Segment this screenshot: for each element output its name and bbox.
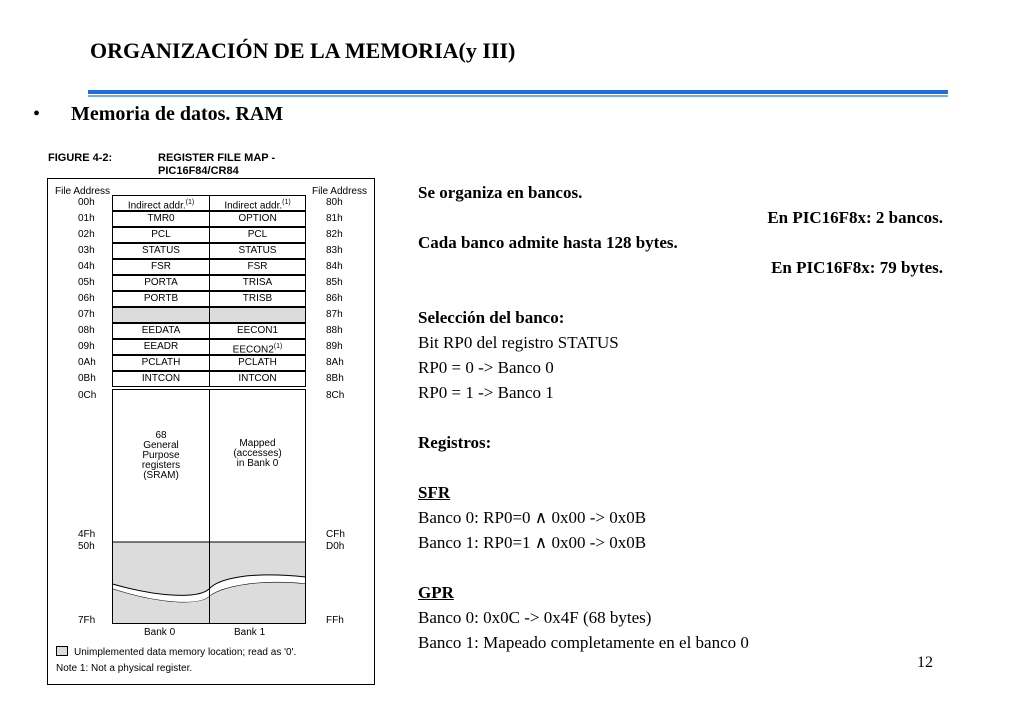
legend-text: Unimplemented data memory location; read as '0'. bbox=[74, 647, 297, 658]
register-cell-bank1 bbox=[209, 211, 306, 227]
file-address-right-label: File Address bbox=[311, 186, 367, 197]
register-cell-bank0 bbox=[112, 339, 210, 355]
register-cell-bank1-text: PCLATH bbox=[238, 357, 277, 368]
bank-select-line1: Bit RP0 del registro STATUS bbox=[418, 333, 619, 352]
addr-50h: 50h bbox=[78, 541, 95, 552]
addr-d0h: D0h bbox=[326, 541, 345, 552]
register-cell-bank1 bbox=[209, 339, 306, 355]
addr-right: 83h bbox=[326, 245, 343, 256]
file-address-left-label: File Address bbox=[55, 186, 111, 197]
register-cell-bank0 bbox=[112, 323, 210, 339]
legend bbox=[56, 646, 296, 658]
register-cell-bank1 bbox=[209, 291, 306, 307]
bank0-label: Bank 0 bbox=[144, 627, 176, 638]
unimplemented-swatch bbox=[56, 646, 68, 656]
register-cell-bank0 bbox=[112, 275, 210, 291]
register-cell-bank1-text: TRISA bbox=[242, 277, 273, 288]
register-cell-bank1-text: TRISB bbox=[242, 293, 273, 304]
register-cell-bank0-text: INTCON bbox=[141, 373, 181, 384]
register-cell-bank0-text: EEADR bbox=[143, 341, 179, 352]
addr-left: 04h bbox=[78, 261, 95, 272]
figure-label: FIGURE 4-2: bbox=[48, 152, 113, 164]
register-cell-bank0-text: EEDATA bbox=[141, 325, 181, 336]
gpr-line2: Banco 1: Mapeado completamente en el banco 0 bbox=[418, 633, 749, 652]
addr-left: 09h bbox=[78, 341, 95, 352]
register-cell-bank1 bbox=[209, 307, 306, 323]
register-cell-bank0-text: PORTB bbox=[143, 293, 179, 304]
register-cell-bank1-text: PCL bbox=[247, 229, 268, 240]
mapped-bank1-label bbox=[209, 439, 306, 469]
register-cell-bank0 bbox=[112, 291, 210, 307]
gpr-line1: Banco 0: 0x0C -> 0x4F (68 bytes) bbox=[418, 608, 652, 627]
register-cell-bank1-text: FSR bbox=[247, 261, 268, 272]
addr-right: 85h bbox=[326, 277, 343, 288]
register-cell-bank1 bbox=[209, 227, 306, 243]
register-cell-bank0 bbox=[112, 371, 210, 387]
addr-left: 01h bbox=[78, 213, 95, 224]
text-bank-size: Cada banco admite hasta 128 bytes. bbox=[418, 233, 678, 252]
title-rule-thin bbox=[88, 95, 948, 97]
text-bytes-count: En PIC16F8x: 79 bytes. bbox=[771, 258, 943, 277]
register-cell-bank1 bbox=[209, 243, 306, 259]
figure-title-line2: PIC16F84/CR84 bbox=[158, 165, 239, 177]
addr-right: 81h bbox=[326, 213, 343, 224]
addr-7fh: 7Fh bbox=[78, 615, 96, 626]
addr-0ch: 0Ch bbox=[78, 390, 97, 401]
register-cell-bank0-text: Indirect addr. bbox=[127, 200, 186, 212]
register-cell-bank0-text: PCLATH bbox=[141, 357, 181, 368]
title-rule bbox=[88, 90, 948, 94]
addr-right: 87h bbox=[326, 309, 343, 320]
bank-select-line2: RP0 = 0 -> Banco 0 bbox=[418, 358, 554, 377]
gpr-line: 68 bbox=[155, 430, 167, 441]
register-cell-bank0-text: TMR0 bbox=[147, 213, 175, 224]
bullet-item bbox=[33, 103, 283, 126]
footnote-marker: (1) bbox=[185, 199, 195, 206]
gpr-heading: GPR bbox=[418, 583, 454, 602]
addr-ffh: FFh bbox=[326, 615, 344, 626]
register-cell-bank0 bbox=[112, 307, 210, 323]
addr-right: 8Bh bbox=[326, 373, 344, 384]
register-cell-bank0 bbox=[112, 227, 210, 243]
register-cell-bank0 bbox=[112, 259, 210, 275]
addr-right: 86h bbox=[326, 293, 343, 304]
register-cell-bank1-text: EECON1 bbox=[236, 325, 279, 336]
addr-left: 08h bbox=[78, 325, 95, 336]
register-cell-bank1-text: STATUS bbox=[238, 245, 277, 256]
addr-4fh: 4Fh bbox=[78, 529, 96, 540]
register-cell-bank1 bbox=[209, 275, 306, 291]
addr-right: 89h bbox=[326, 341, 343, 352]
register-cell-bank1-text: Indirect addr. bbox=[224, 200, 283, 212]
addr-left: 0Ah bbox=[78, 357, 96, 368]
addr-left: 07h bbox=[78, 309, 95, 320]
addr-left: 03h bbox=[78, 245, 95, 256]
addr-8ch: 8Ch bbox=[326, 390, 345, 401]
text-banks: Se organiza en bancos. bbox=[418, 183, 583, 202]
addr-left: 0Bh bbox=[78, 373, 96, 384]
bullet-text: Memoria de datos. RAM bbox=[71, 103, 284, 125]
register-cell-bank0 bbox=[112, 211, 210, 227]
mapped-line: Mapped bbox=[239, 438, 276, 449]
register-cell-bank1-text: INTCON bbox=[238, 373, 277, 384]
register-cell-bank1 bbox=[209, 355, 306, 371]
gpr-bank0-label bbox=[112, 431, 210, 481]
register-cell-bank1 bbox=[209, 323, 306, 339]
addr-left: 06h bbox=[78, 293, 95, 304]
bullet-symbol: • bbox=[33, 103, 41, 125]
slide-title: ORGANIZACIÓN DE LA MEMORIA(y III) bbox=[90, 38, 516, 63]
gpr-line: (SRAM) bbox=[143, 470, 179, 481]
register-cell-bank1 bbox=[209, 371, 306, 387]
figure-note: Note 1: Not a physical register. bbox=[56, 663, 193, 674]
register-cell-bank1-text: EECON2 bbox=[232, 344, 274, 356]
addr-left: 05h bbox=[78, 277, 95, 288]
register-cell-bank0-text: PCL bbox=[151, 229, 171, 240]
register-cell-bank0-text: FSR bbox=[151, 261, 171, 272]
addr-left: 00h bbox=[78, 197, 95, 208]
mapped-line: in Bank 0 bbox=[236, 458, 279, 469]
registers-heading: Registros: bbox=[418, 433, 492, 452]
addr-right: 80h bbox=[326, 197, 343, 208]
sfr-line1: Banco 0: RP0=0 ∧ 0x00 -> 0x0B bbox=[418, 508, 647, 527]
addr-right: 84h bbox=[326, 261, 343, 272]
register-cell-bank1-text: OPTION bbox=[238, 213, 277, 224]
footnote-marker: (1) bbox=[273, 343, 283, 350]
bank-select-heading: Selección del banco: bbox=[418, 308, 565, 327]
sfr-line2: Banco 1: RP0=1 ∧ 0x00 -> 0x0B bbox=[418, 533, 647, 552]
addr-right: 8Ah bbox=[326, 357, 344, 368]
register-cell-bank0 bbox=[112, 195, 210, 211]
register-cell-bank0 bbox=[112, 355, 210, 371]
register-cell-bank0 bbox=[112, 243, 210, 259]
register-cell-bank1 bbox=[209, 195, 306, 211]
addr-cfh: CFh bbox=[326, 529, 345, 540]
page-number: 12 bbox=[917, 654, 933, 671]
gpr-line: Purpose bbox=[142, 450, 180, 461]
addr-left: 02h bbox=[78, 229, 95, 240]
mapped-line: (accesses) bbox=[233, 448, 282, 459]
bank1-label: Bank 1 bbox=[234, 627, 266, 638]
register-cell-bank0-text: STATUS bbox=[142, 245, 180, 256]
footnote-marker: (1) bbox=[282, 199, 291, 206]
figure-title-line1: REGISTER FILE MAP - bbox=[158, 152, 276, 164]
text-banks-count: En PIC16F8x: 2 bancos. bbox=[767, 208, 943, 227]
addr-right: 88h bbox=[326, 325, 343, 336]
register-cell-bank0-text: PORTA bbox=[144, 277, 178, 288]
bank-select-line3: RP0 = 1 -> Banco 1 bbox=[418, 383, 554, 402]
register-file-map bbox=[47, 178, 375, 685]
sfr-heading: SFR bbox=[418, 483, 451, 502]
gpr-line: General bbox=[143, 440, 179, 451]
register-cell-bank1 bbox=[209, 259, 306, 275]
addr-right: 82h bbox=[326, 229, 343, 240]
gpr-line: registers bbox=[141, 460, 181, 471]
figure-caption bbox=[48, 152, 275, 178]
